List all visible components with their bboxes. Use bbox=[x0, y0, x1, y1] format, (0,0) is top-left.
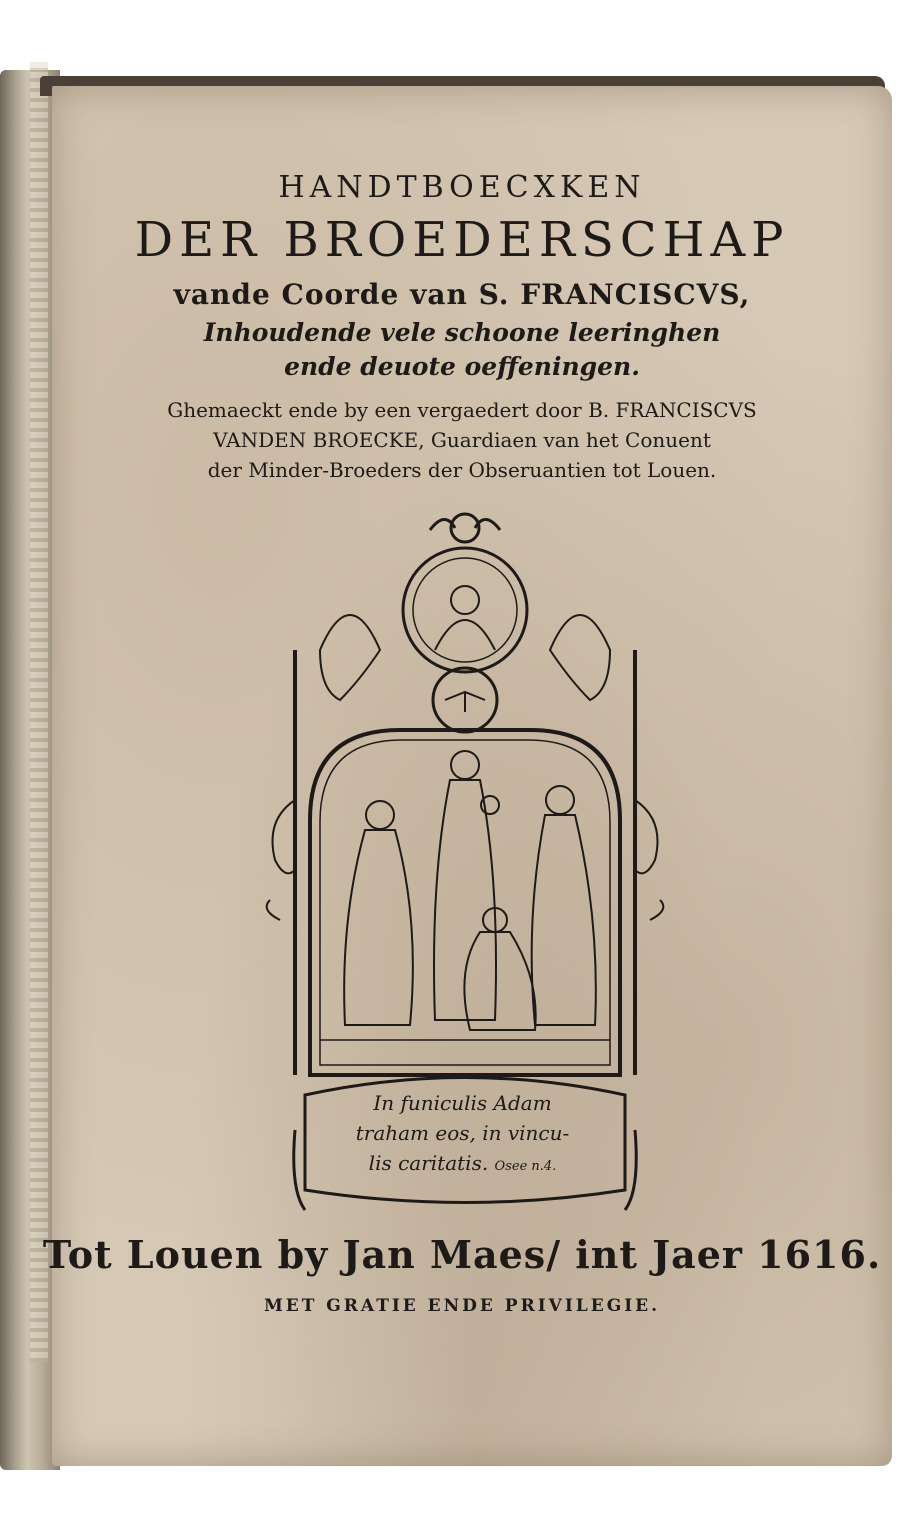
title-line-2: DER BROEDERSCHAP bbox=[134, 212, 790, 268]
motto-line-2: traham eos, in vincu- bbox=[355, 1121, 570, 1145]
imprint: Tot Louen by Jan Maes/ int Jaer 1616. bbox=[42, 1232, 882, 1277]
author-line-1: Ghemaeckt ende by een vergaedert door B. FRANCISCVS bbox=[167, 398, 757, 422]
privilege-line: MET GRATIE ENDE PRIVILEGIE. bbox=[263, 1296, 661, 1316]
top-medallion bbox=[403, 548, 527, 672]
left-angel bbox=[320, 615, 380, 700]
motto-line-3 bbox=[300, 1148, 625, 1182]
author-line-3: der Minder-Broeders der Obseruantien tot Louen. bbox=[207, 458, 717, 482]
arched-frame bbox=[310, 730, 620, 1075]
right-angel bbox=[550, 615, 610, 700]
subtitle-line-2: ende deuote oeffeningen. bbox=[284, 352, 640, 381]
motto-line-3-text: lis caritatis. bbox=[368, 1151, 489, 1175]
motto-line-1: In funiculis Adam bbox=[373, 1091, 552, 1115]
cherub-head bbox=[451, 514, 479, 542]
motto-cartouche bbox=[300, 1088, 625, 1198]
author-line-2: VANDEN BROECKE, Guardiaen van het Conuent bbox=[213, 428, 711, 452]
title-line-1: HANDTBOECXKEN bbox=[278, 170, 646, 205]
motto-reference: Osee n.4. bbox=[494, 1159, 557, 1174]
central-figures bbox=[344, 751, 596, 1030]
title-line-3: vande Coorde van S. FRANCISCVS, bbox=[173, 278, 751, 311]
subtitle-line-1: Inhoudende vele schoone leeringhen bbox=[203, 318, 721, 347]
